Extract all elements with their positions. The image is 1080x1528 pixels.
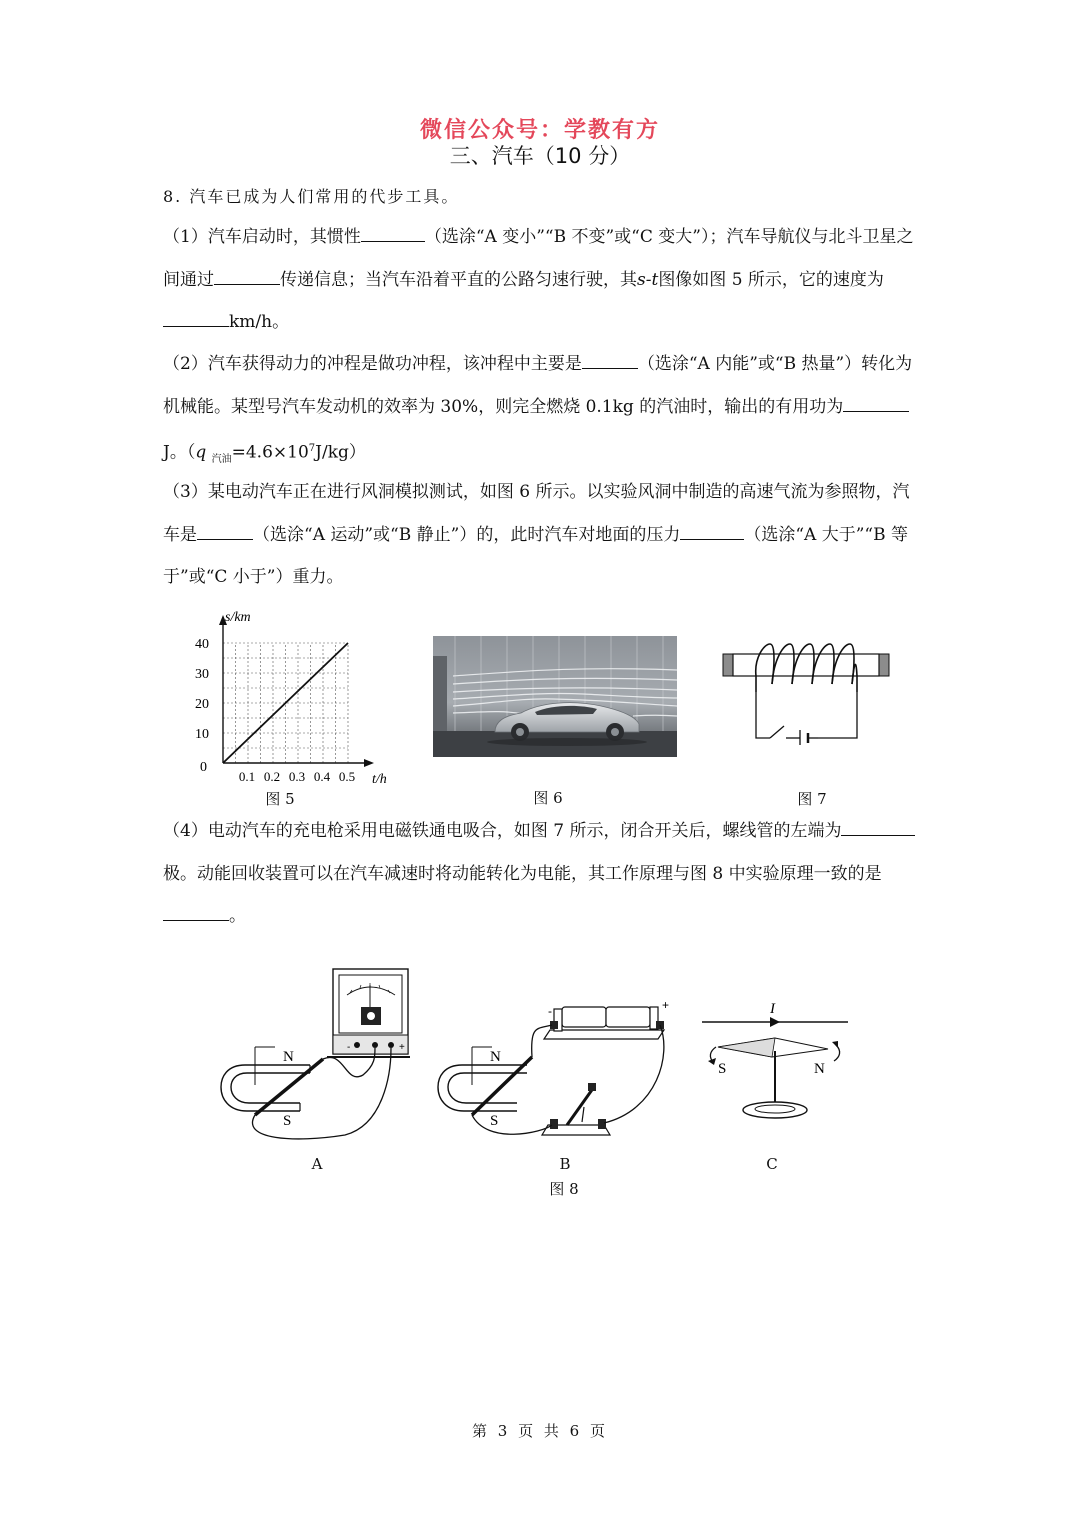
- svg-text:-: -: [347, 1042, 351, 1053]
- fig8-label-a: A: [311, 1155, 323, 1173]
- current-direction-arrow: [770, 1017, 780, 1027]
- answer-blank[interactable]: [163, 900, 229, 921]
- y-tick-label: 40: [195, 637, 209, 652]
- svg-text:+: +: [662, 998, 670, 1012]
- x-tick-label: 0.2: [263, 769, 281, 784]
- y-tick-label: 20: [195, 697, 209, 712]
- y-tick-label: 10: [195, 727, 209, 742]
- svg-text:N: N: [490, 1049, 501, 1065]
- x-tick-label: 0.3: [288, 769, 306, 784]
- north-pole-label: N: [283, 1049, 294, 1065]
- x-axis-label: t/h: [372, 772, 387, 787]
- fig8-a-apparatus: [215, 965, 420, 1145]
- fig8-b-apparatus: [432, 995, 677, 1145]
- switch: [770, 726, 784, 738]
- question-part-3: （3）某电动汽车正在进行风洞模拟测试，如图 6 所示。以实验风洞中制造的高速气流为参照物，汽车是 （选涂“A 运动”或“B 静止”）的，此时汽车对地面的压力 （选涂“A 大于”“B 等于”或“C 小于”）重力。: [163, 482, 910, 587]
- knife-switch: [542, 1083, 610, 1135]
- fig6-caption: 图 6: [533, 789, 563, 807]
- svg-text:S: S: [718, 1061, 727, 1077]
- conductor-rod: [255, 1059, 323, 1115]
- fig8-label-c: C: [766, 1155, 778, 1173]
- answer-blank[interactable]: [582, 348, 638, 369]
- svg-text:-: -: [548, 1004, 552, 1018]
- svg-text:S: S: [490, 1113, 499, 1129]
- answer-blank[interactable]: [361, 221, 425, 242]
- section-title: 三、汽车（10 分）: [449, 144, 631, 168]
- y-tick-label: 30: [195, 667, 209, 682]
- fig8-caption: 图 8: [549, 1180, 579, 1198]
- question-part-2: （2）汽车获得动力的冲程是做功冲程，该冲程中主要是 （选涂“A 内能”或“B 热量”）转化为机械能。某型号汽车发动机的效率为 30%，则完全燃烧 0.1kg 的汽油时，输出的有用功为J。（q $_{汽油}=4.6\times 10^7J/kg$）: [163, 343, 919, 482]
- wind-tunnel-photo: [433, 636, 677, 757]
- y-axis-label: s/km: [225, 610, 251, 625]
- iron-core-end-left: [723, 654, 733, 676]
- origin-label: 0: [200, 760, 207, 775]
- st-graph-figure: [185, 605, 405, 790]
- x-tick-label: 0.4: [313, 769, 331, 784]
- answer-blank[interactable]: [197, 519, 253, 540]
- iron-core-end-right: [879, 654, 889, 676]
- watermark: 微信公众号：学教有方: [419, 117, 660, 143]
- svg-text:+: +: [399, 1042, 405, 1053]
- current-label: I: [770, 1001, 775, 1017]
- fig5-caption: 图 5: [265, 790, 295, 808]
- answer-blank[interactable]: [163, 306, 229, 327]
- question-part-1: （1）汽车启动时，其惯性 （选涂“A 变小”“B 不变”或“C 变大”）；汽车导航仪与北斗卫星之间通过 传递信息；当汽车沿着平直的公路匀速行驶，其s-t图像如图 5 所示，它的速度为km/h。: [163, 216, 919, 344]
- answer-blank[interactable]: [841, 815, 915, 836]
- svg-text:N: N: [814, 1061, 825, 1077]
- solenoid-circuit: [716, 640, 896, 745]
- question-part-4: （4）电动汽车的充电枪采用电磁铁通电吸合，如图 7 所示，闭合开关后，螺线管的左端为极。动能回收装置可以在汽车减速时将动能转化为电能，其工作原理与图 8 中实验原理一致的是。: [163, 810, 919, 938]
- horseshoe-magnet: [221, 1047, 310, 1129]
- compass-base: [743, 1102, 807, 1118]
- answer-blank[interactable]: [843, 391, 909, 412]
- page-footer: 第 3 页 共 6 页: [472, 1422, 608, 1440]
- circuit-wire: [756, 692, 857, 738]
- fig8-c-apparatus: [700, 995, 850, 1125]
- battery-holder: [544, 998, 669, 1039]
- compass-needle: [708, 1038, 840, 1077]
- x-tick-label: 0.1: [238, 769, 256, 784]
- fig7-caption: 图 7: [797, 790, 827, 808]
- answer-blank[interactable]: [680, 519, 744, 540]
- question-intro: 8. 汽车已成为人们常用的代步工具。: [163, 187, 460, 206]
- fig8-label-b: B: [559, 1155, 571, 1173]
- galvanometer: [327, 969, 410, 1057]
- x-axis-arrow: [364, 759, 374, 767]
- horseshoe-magnet: [438, 1047, 527, 1129]
- x-tick-label: 0.5: [338, 769, 356, 784]
- south-pole-label: S: [283, 1113, 292, 1129]
- answer-blank[interactable]: [214, 264, 280, 285]
